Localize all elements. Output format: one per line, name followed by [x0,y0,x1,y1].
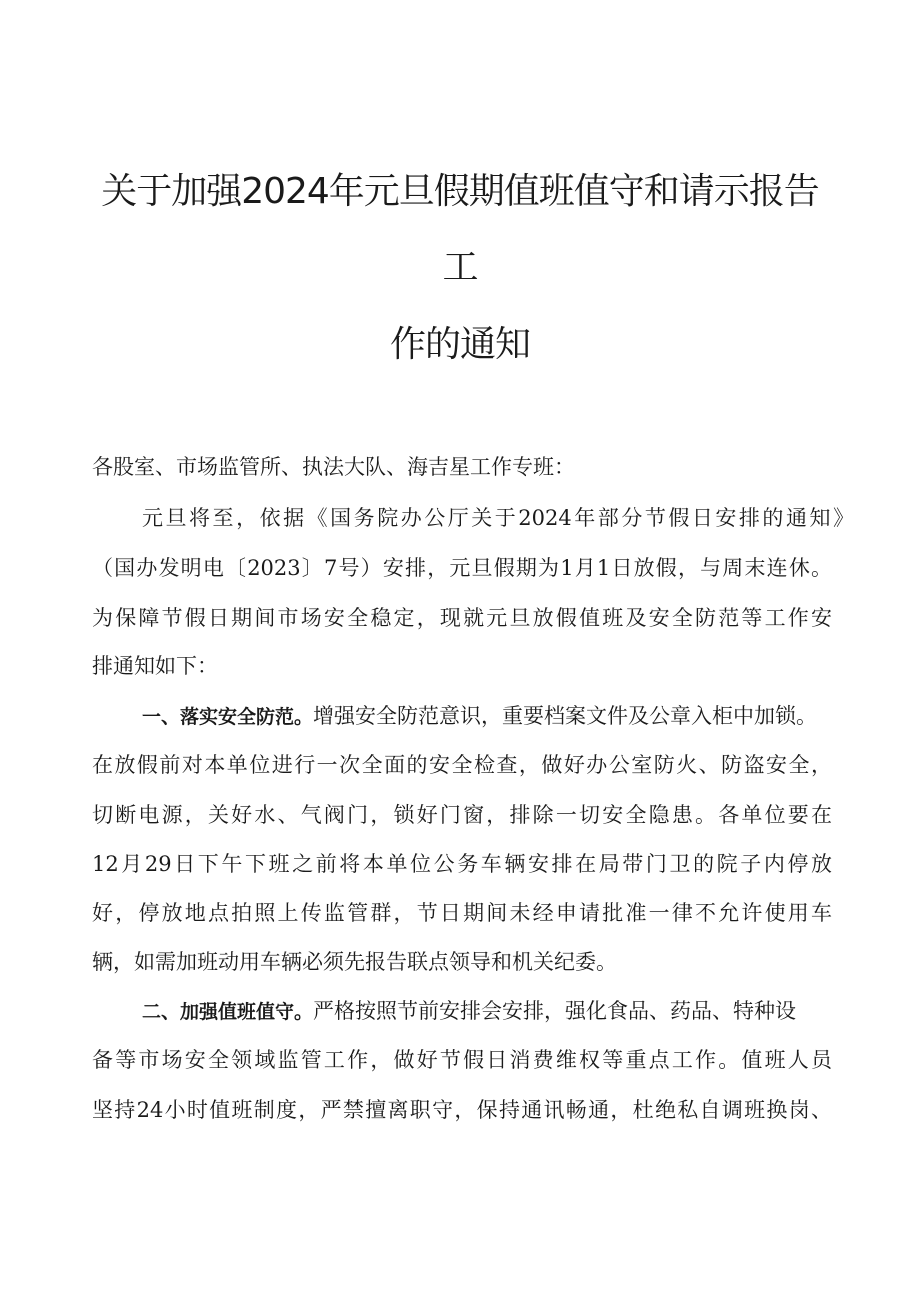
document-title-line-2: 工 [442,247,478,288]
intro-line-1: 元旦将至，依据《国务院办公厅关于2024年部分节假日安排的通知》 [142,506,854,530]
section1-first-line [142,703,832,730]
section1-line-6: 辆，如需加班动用车辆必须先报告联点领导和机关纪委。 [92,950,617,974]
section1-line-3: 切断电源，关好水、气阀门，锁好门窗，排除一切安全隐患。各单位要在 [92,803,832,827]
document-title-line-1: 关于加强2024年元旦假期值班值守和请示报告 [101,171,819,212]
document-title-line-3: 作的通知 [389,324,530,365]
section1-line-1: 增强安全防范意识，重要档案文件及公章入柜中加锁。 [313,704,818,728]
section1-line-4: 12月29日下午下班之前将本单位公务车辆安排在局带门卫的院子内停放 [92,852,832,876]
section2-line-3: 坚持24小时值班制度，严禁擅离职守，保持通讯畅通，杜绝私自调班换岗、 [92,1098,832,1122]
intro-line-2: （国办发明电〔2023〕7号）安排，元旦假期为1月1日放假，与周末连休。 [92,556,832,580]
section2-line-2: 备等市场安全领域监管工作，做好节假日消费维权等重点工作。值班人员 [92,1048,832,1072]
intro-line-3: 为保障节假日期间市场安全稳定，现就元旦放假值班及安全防范等工作安 [92,606,832,630]
section2-heading: 二、加强值班值守。 [142,1001,314,1023]
section1-heading: 一、落实安全防范。 [142,706,314,728]
intro-line-4: 排通知如下： [92,654,218,678]
section1-line-2: 在放假前对本单位进行一次全面的安全检查，做好办公室防火、防盗安全， [92,753,832,777]
section2-first-line [142,998,832,1025]
section2-line-1: 严格按照节前安排会安排，强化食品、药品、特种设 [313,999,797,1023]
salutation: 各股室、市场监管所、执法大队、海吉星工作专班： [92,455,575,479]
section1-line-5: 好，停放地点拍照上传监管群，节日期间未经申请批准一律不允许使用车 [92,901,832,925]
